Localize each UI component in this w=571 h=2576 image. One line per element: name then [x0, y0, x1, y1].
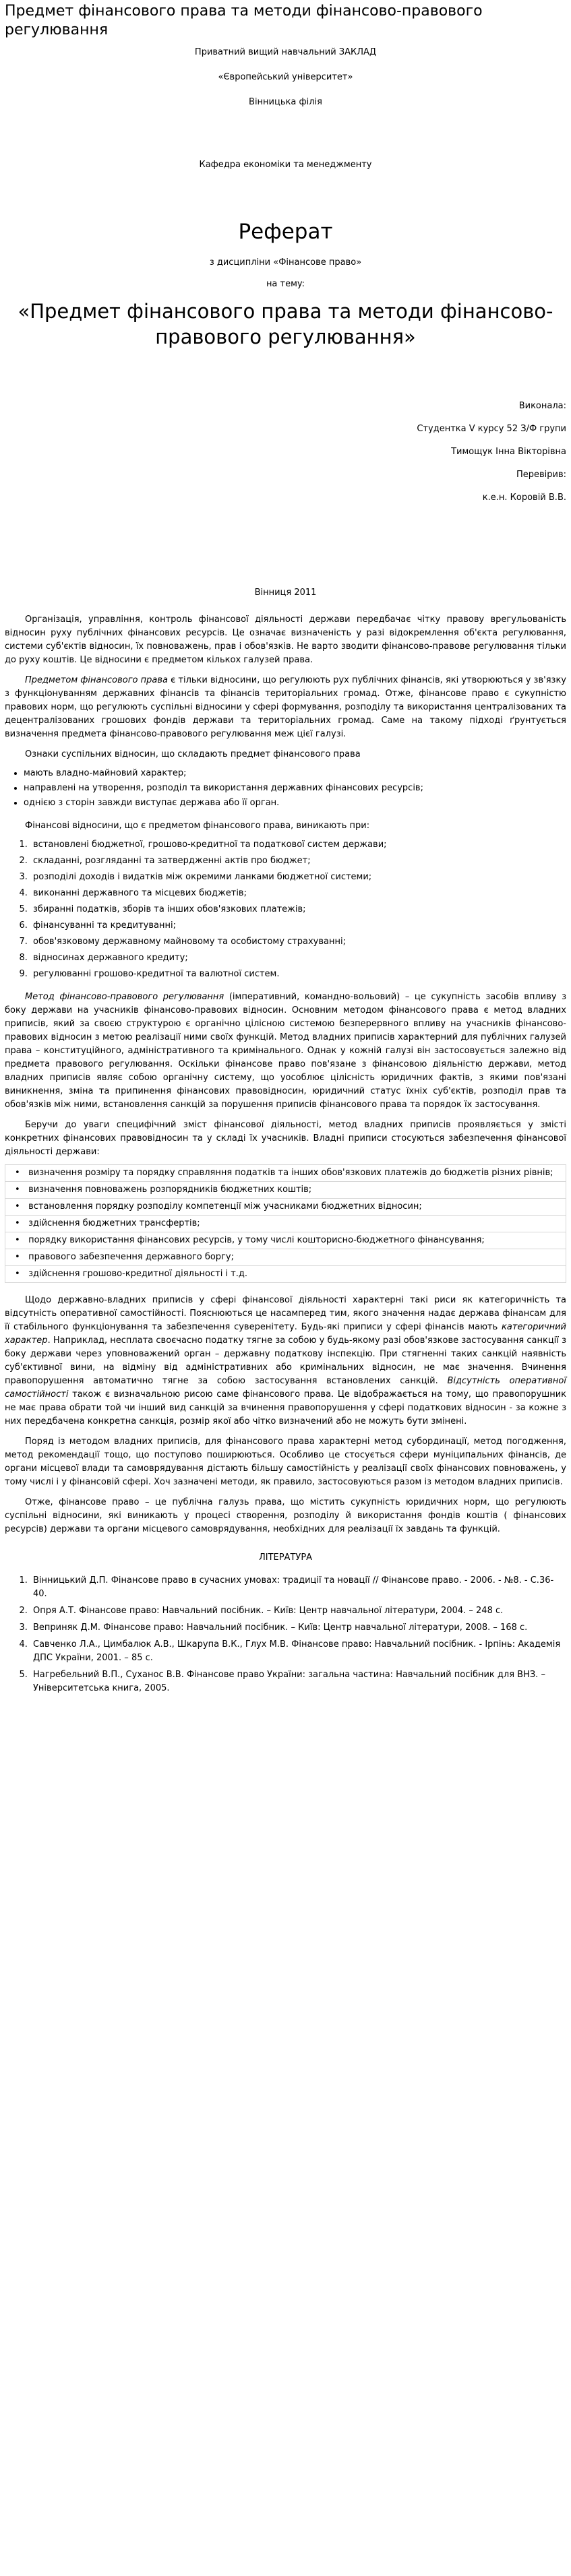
- paragraph-6: Беручи до уваги специфічний зміст фінансової діяльності, метод владних приписів проявляється у змісті конкретних фінансових правовідносин та у складі їх учасників. Владні приписи стосуються забезпечення фінансової діяльності держави:: [5, 1120, 566, 1157]
- prescription-text: порядку використання фінансових ресурсів, у тому числі кошторисно-бюджетного фінансування;: [28, 1235, 485, 1245]
- paragraph-1: Організація, управління, контроль фінансової діяльності держави передбачає чітку правову врегульованість відносин руху публічних фінансових ресурсів. Це означає визначеність у разі відокремлення об'єкта регулювання, системи суб'єктів відносин, їх повноважень, прав і обов'язків. Не варто зводити фінансово-правове регулювання тільки до руху коштів. Це відносини є предметом кількох галузей права.: [5, 615, 566, 665]
- discipline-line: з дисципліни «Фінансове право»: [209, 257, 362, 268]
- topic-label: на темy:: [266, 279, 305, 289]
- list-item: 1. Вінницький Д.П. Фінансове право в сучасних умовах: традиції та новації // Фінансове право. - 2006. - №8. - С.36-40.: [30, 1574, 566, 1601]
- authors-block: [5, 400, 566, 505]
- document-heading: Предмет фінансового права та методи фінансово-правового регулювання: [5, 3, 483, 38]
- checker-name: к.е.н. Коровій В.В.: [482, 493, 566, 503]
- paragraph-5: [5, 991, 566, 1112]
- list-item: 9. регулюванні грошово-кредитної та валютної систем.: [30, 968, 566, 981]
- table-cell: • порядку використання фінансових ресурсів, у тому числі кошторисно-бюджетного фінансування;: [5, 1232, 566, 1249]
- prescription-text: правового забезпечення державного боргу;: [28, 1252, 234, 1262]
- table-cell: • правового забезпечення державного боргу;: [5, 1249, 566, 1266]
- table-cell: • визначення розміру та порядку справляння податків та інших обов'язкових платежів до бюджетів різних рівнів;: [5, 1165, 566, 1182]
- paragraph-5-text: (імперативний, командно-вольовий) – це сукупність засобів впливу з боку держави на учасників фінансово-правових відносин. Основним методом фінансового права є метод владних приписів, який за своєю структурою є органічно цілісною системою безперервного впливу на учасників фінансово-правових відносин з метою реалізації ними своїх функцій. Метод владних приписів характерний для публічних галузей права – конституційного, адміністративного та кримінального. Однак у кожній галузі він застосовується залежно від предмета правового регулювання. Оскільки фінансове право пов'язане з фінансовою діяльністю держави, метод владних приписів являє собою органічну систему, що уособлює цілісність юридичних фактів, з якими пов'язані виникнення, зміна та припинення фінансових правовідносин, юридичний статус їхніх суб'єктів, розподіл прав та обов'язків між ними, встановлення санкцій за порушення приписів фінансового права та порядок їх застосування.: [5, 992, 566, 1110]
- department-name: Кафедра економіки та менеджменту: [199, 160, 372, 170]
- list-item: • направлені на утворення, розподіл та використання державних фінансових ресурсів;: [24, 782, 566, 795]
- paragraph-4: Фінансові відносини, що є предметом фінансового права, виникають при:: [25, 821, 370, 831]
- cases-list: [5, 838, 566, 981]
- paragraph-7-emphasis-1: категоричний характер: [5, 1322, 566, 1346]
- body-text: [5, 613, 566, 1536]
- paragraph-9: Отже, фінансове право – це публічна галузь права, що містить сукупність юридичних норм, що регулюють суспільні відносини, які виникають у процесі створення, розподілу й використання фондів коштів ( фінансових ресурсів) держави та органи місцевого самоврядування, необхідних для реалізації їх завдань та функцій.: [5, 1497, 566, 1534]
- paragraph-7-emphasis-2: Відсутність оперативної самостійності: [5, 1376, 566, 1400]
- prescription-text: визначення повноважень розпорядників бюджетних коштів;: [28, 1185, 312, 1195]
- paragraph-2: [5, 674, 566, 741]
- prescription-text: встановлення порядку розподілу компетенції між учасниками бюджетних відносин;: [28, 1201, 422, 1212]
- features-list: [5, 767, 566, 810]
- paragraph-5-emphasis: Метод фінансово-правового регулювання: [25, 992, 224, 1002]
- city-year: Вінниця 2011: [254, 588, 317, 598]
- literature-list: [5, 1574, 566, 1695]
- paragraph-7-text-a: Щодо державно-владних приписів у сфері фінансової діяльності характерні такі риси як категоричність та відсутність оперативної самостійності. Пояснюються це насамперед тим, якого значення надає держава фінансам для її стабільного функціонування та забезпечення суверенітету. Будь-які приписи у сфері фінансів мають: [5, 1295, 566, 1332]
- list-item: 5. Нагребельний В.П., Суханос В.В. Фінансове право України: загальна частина: Навчальний посібник для ВНЗ. – Університетська книга, 2005.: [30, 1668, 566, 1695]
- topic-title: «Предмет фінансового права та методи фінансово-правового регулювання»: [18, 300, 553, 348]
- institution-line-3: Вінницька філія: [249, 97, 322, 107]
- paragraph-7-text-b: . Наприклад, несплата своєчасно податку тягне за собою у будь-якому разі обов'язкове застосування санкції з боку держави через уповноважений орган – державну податкову інспекцію. При стягненні таких санкцій наявність суб'єктивної вини, на відміну від адміністративних або кримінальних відносин, не має значення. Вчинення правопорушення автоматично тягне за собою застосування встановлених санкцій.: [5, 1336, 566, 1386]
- list-item: 3. Веприняк Д.М. Фінансове право: Навчальний посібник. – Київ: Центр навчальної літератури, 2008. – 168 с.: [30, 1621, 566, 1635]
- list-item: • мають владно-майновий характер;: [24, 767, 566, 780]
- literature-title: ЛІТЕРАТУРА: [258, 1552, 313, 1563]
- list-item: 3. розподілі доходів і видатків між окремими ланками бюджетної системи;: [30, 871, 566, 884]
- prescription-text: здійснення бюджетних трансфертів;: [28, 1218, 200, 1228]
- institution-line-1: Приватний вищий навчальний ЗАКЛАД: [194, 47, 377, 57]
- list-item: 7. обов'язковому державному майновому та особистому страхуванні;: [30, 935, 566, 949]
- prescriptions-table: [5, 1164, 566, 1283]
- paragraph-8: Поряд із методом владних приписів, для фінансового права характерні метод субординації, метод погодження, метод рекомендації тощо, що поступово поширюються. Особливо це стосується сфери муніципальних фінансів, де органи місцевої влади та самоврядування дістають більшу самостійність у реалізації своїх фінансових повноважень, у тому числі і у фінансовій сфері. Хоч зазначені методи, як правило, застосовуються разом із методом владних приписів.: [5, 1437, 566, 1487]
- paragraph-7-text-c: також є визначальною рисою саме фінансового права. Це відображається на тому, що правопорушник не має права обрати той чи інший вид санкцій за вчинення правопорушення у сфері податкових відносин - за кожне з них передбачена конкретна санкція, розмір якої або чітко визначений або не можуть бути змінені.: [5, 1389, 566, 1426]
- list-item: • однією з сторін завжди виступає держава або її орган.: [24, 796, 566, 810]
- paragraph-2-text: є тільки відносини, що регулюють рух публічних фінансів, які утворюються у зв'язку з функціонуванням державних фінансів та фінансів територіальних громад. Отже, фінансове право є сукупністю правових норм, що регулюють суспільні відносини у сфері формування, розподілу та використання централізованих та децентралізованих грошових фондів держави та територіальних громад. Саме на такому підході ґрунтується визначення предмета фінансово-правового регулювання меж цієї галузі.: [5, 675, 566, 739]
- performed-label: Виконала:: [518, 401, 566, 411]
- table-cell: • визначення повноважень розпорядників бюджетних коштів;: [5, 1182, 566, 1199]
- student-info: Студентка V курсу 52 З/Ф групи: [417, 424, 566, 434]
- prescription-text: здійснення грошово-кредитної діяльності і т.д.: [28, 1269, 248, 1279]
- table-cell: • встановлення порядку розподілу компетенції між учасниками бюджетних відносин;: [5, 1199, 566, 1216]
- list-item: 2. складанні, розгляданні та затвердженні актів про бюджет;: [30, 854, 566, 868]
- table-cell: • здійснення бюджетних трансфертів;: [5, 1216, 566, 1232]
- paragraph-3: Ознаки суспільних відносин, що складають предмет фінансового права: [25, 749, 361, 759]
- paragraph-7: [5, 1294, 566, 1428]
- list-item: 4. виконанні державного та місцевих бюджетів;: [30, 887, 566, 900]
- list-item: 5. збиранні податків, зборів та інших обов'язкових платежів;: [30, 903, 566, 916]
- list-item: 4. Савченко Л.А., Цимбалюк А.В., Шкарупа В.К., Глух М.В. Фінансове право: Навчальний посібник. - Ірпінь: Академія ДПС України, 2001. – 85 с.: [30, 1638, 566, 1665]
- prescription-text: визначення розміру та порядку справляння податків та інших обов'язкових платежів до бюджетів різних рівнів;: [28, 1168, 553, 1178]
- checked-label: Перевірив:: [516, 470, 566, 480]
- report-title: Реферат: [238, 220, 333, 244]
- list-item: 6. фінансуванні та кредитуванні;: [30, 919, 566, 933]
- student-name: Тимощук Інна Вікторівна: [451, 447, 566, 457]
- list-item: 1. встановлені бюджетної, грошово-кредитної та податкової систем держави;: [30, 838, 566, 852]
- list-item: 8. відносинах державного кредиту;: [30, 951, 566, 965]
- list-item: 2. Опря А.Т. Фінансове право: Навчальний посібник. – Київ: Центр навчальної літератури, 2004. – 248 с.: [30, 1604, 566, 1618]
- table-cell: • здійснення грошово-кредитної діяльності і т.д.: [5, 1266, 566, 1283]
- paragraph-2-emphasis: Предметом фінансового права: [25, 675, 168, 685]
- institution-line-2: «Європейський університет»: [218, 72, 353, 82]
